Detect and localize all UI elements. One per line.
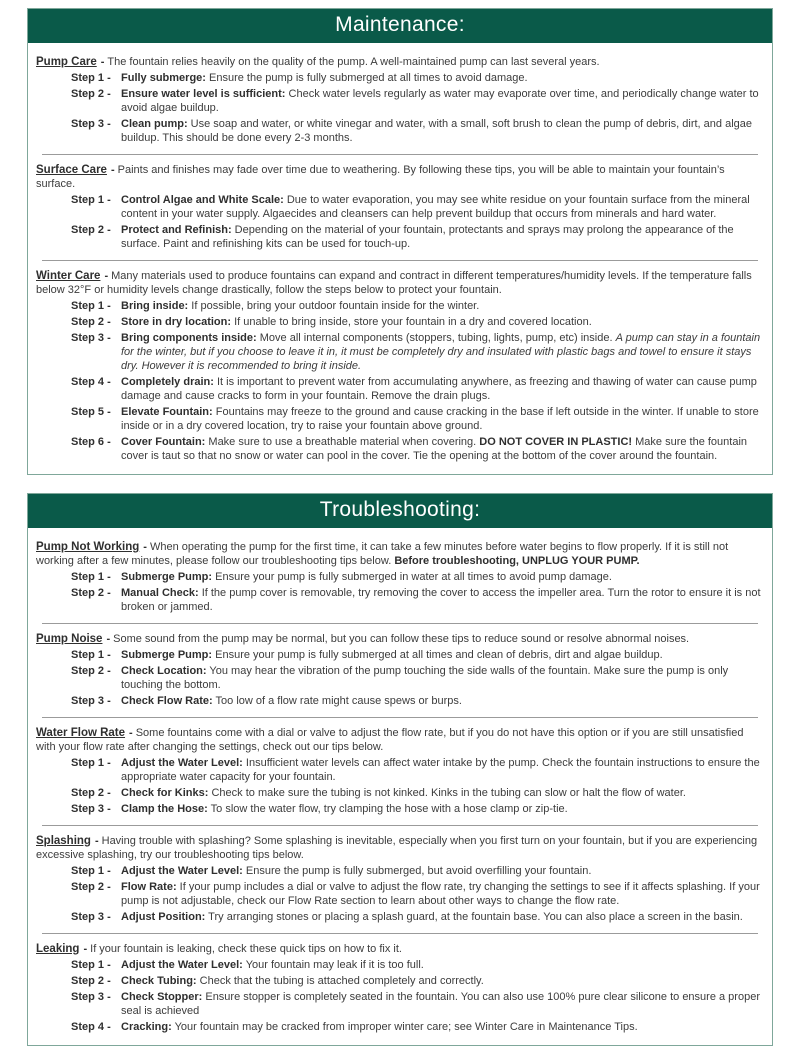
step-text: Submerge Pump:	[121, 571, 213, 583]
subsection-heading: Water Flow Rate	[36, 727, 126, 739]
subsection-surface-care	[36, 160, 764, 254]
step-text: Flow Rate:	[121, 881, 177, 893]
step-label: Step 3 -	[71, 803, 111, 815]
step-label: Step 2 -	[71, 88, 111, 100]
intro-text: When operating the pump for the first time, it can take a few minutes before water begins to flow properly. If it is still not working after a few minutes, please follow our troubleshooting tips below.	[36, 541, 729, 567]
step-row	[71, 331, 764, 373]
subsection-pump-not-working	[36, 537, 764, 617]
step-text: It is important to prevent water from accumulating anywhere, as freezing and thawing of water can cause pump damage and cause cracks to form in your fountain. Remove the drain plugs.	[121, 376, 757, 402]
step-row	[71, 864, 764, 878]
step-row	[71, 193, 764, 221]
intro-text: Many materials used to produce fountains can expand and contract in different temperatures/humidity levels. If the temperature falls below 32°F or humidity levels change drastically, follow the steps below to protect your fountain.	[36, 270, 752, 296]
intro-text: The fountain relies heavily on the quality of the pump. A well-maintained pump can last several years.	[107, 56, 600, 68]
step-text: Adjust the Water Level:	[121, 865, 243, 877]
subsection-divider	[42, 717, 758, 718]
step-label: Step 5 -	[71, 406, 111, 418]
step-text: Make sure to use a breathable material when covering.	[205, 436, 480, 448]
step-text: Move all internal components (stoppers, tubing, lights, pump, etc) inside.	[256, 332, 616, 344]
page	[0, 8, 800, 1033]
step-text: A pump can stay in a fountain for the winter, but if you choose to leave it in, it must be completely dry and insulated with plastic bags and towel to ensure it stays dry. However it is recommended to bring it inside.	[121, 332, 761, 372]
subsection-heading: Pump Noise	[36, 633, 103, 645]
step-row	[71, 405, 764, 433]
step-text: Fully submerge:	[121, 72, 206, 84]
step-text: Ensure your pump is fully submerged in water at all times to avoid pump damage.	[212, 571, 612, 583]
subsection-intro-line	[36, 163, 764, 191]
dash-separator: -	[110, 164, 115, 176]
step-label: Step 2 -	[71, 881, 111, 893]
dash-separator: -	[106, 633, 111, 645]
step-text: You may hear the vibration of the pump touching the side walls of the fountain. Make sure the pump is only touching the bottom.	[121, 665, 729, 691]
intro-text: Before troubleshooting, UNPLUG YOUR PUMP.	[394, 555, 640, 567]
dash-separator: -	[104, 270, 109, 282]
step-text: Submerge Pump:	[121, 649, 213, 661]
subsection-intro-line	[36, 834, 764, 862]
intro-text: If your fountain is leaking, check these quick tips on how to fix it.	[90, 943, 402, 955]
step-text: If unable to bring inside, store your fountain in a dry and covered location.	[231, 316, 592, 328]
step-text: Check to make sure the tubing is not kinked. Kinks in the tubing can slow or halt the flow of water.	[208, 787, 686, 799]
step-text: Your fountain may be cracked from improper winter care; see Winter Care in Maintenance Tips.	[171, 1021, 638, 1033]
step-label: Step 3 -	[71, 695, 111, 707]
step-label: Step 3 -	[71, 332, 111, 344]
step-text: DO NOT COVER IN PLASTIC!	[479, 436, 633, 448]
step-text: Insufficient water levels can affect water intake by the pump. Check the fountain instructions to ensure the appropriate water capacity for your fountain.	[121, 757, 760, 783]
step-label: Step 1 -	[71, 757, 111, 769]
step-text: Bring inside:	[121, 300, 189, 312]
step-text: To slow the water flow, try clamping the hose with a hose clamp or zip-tie.	[207, 803, 568, 815]
step-text: Ensure water level is sufficient:	[121, 88, 286, 100]
step-text: Check Location:	[121, 665, 207, 677]
intro-text: Some sound from the pump may be normal, but you can follow these tips to reduce sound or resolve abnormal noises.	[113, 633, 690, 645]
subsection-heading: Surface Care	[36, 164, 107, 176]
step-text: Adjust the Water Level:	[121, 959, 243, 971]
step-row	[71, 802, 764, 816]
step-label: Step 1 -	[71, 649, 111, 661]
section-card-troubleshooting	[27, 493, 773, 1046]
step-text: Try arranging stones or placing a splash guard, at the fountain base. You can also place a screen in the basin.	[205, 911, 743, 923]
step-row	[71, 586, 764, 614]
step-row	[71, 664, 764, 692]
intro-text: Some fountains come with a dial or valve to adjust the flow rate, but if you do not have this option or if you are still unsatisfied with your flow rate after changing the settings, check out our tips below.	[36, 727, 744, 753]
section-title: Maintenance:	[335, 13, 465, 36]
subsection-leaking	[36, 939, 764, 1037]
step-text: Bring components inside:	[121, 332, 257, 344]
step-row	[71, 87, 764, 115]
step-label: Step 2 -	[71, 587, 111, 599]
step-row	[71, 570, 764, 584]
step-row	[71, 910, 764, 924]
step-text: If the pump cover is removable, try removing the cover to access the impeller area. Turn the rotor to ensure it is not broken or jammed.	[121, 587, 761, 613]
step-row	[71, 694, 764, 708]
step-row	[71, 958, 764, 972]
dash-separator: -	[94, 835, 99, 847]
step-text: Adjust Position:	[121, 911, 206, 923]
step-label: Step 2 -	[71, 224, 111, 236]
subsection-heading: Leaking	[36, 943, 80, 955]
subsection-intro-line	[36, 540, 764, 568]
dash-separator: -	[83, 943, 88, 955]
dash-separator: -	[100, 56, 105, 68]
step-text: Make sure the fountain cover is taut so that no snow or water can pool in the cover. Tie the opening at the bottom of the cover around the fountain.	[121, 436, 748, 462]
step-row	[71, 315, 764, 329]
section-body	[28, 43, 772, 474]
step-label: Step 2 -	[71, 975, 111, 987]
subsection-intro-line	[36, 726, 764, 754]
dash-separator: -	[143, 541, 147, 553]
step-label: Step 3 -	[71, 991, 111, 1003]
step-text: Check that the tubing is attached completely and correctly.	[196, 975, 484, 987]
step-text: Control Algae and White Scale:	[121, 194, 284, 206]
step-text: Protect and Refinish:	[121, 224, 232, 236]
step-row	[71, 435, 764, 463]
subsection-heading: Pump Not Working	[36, 541, 140, 553]
step-text: Check water levels regularly as water may evaporate over time, and periodically change water to avoid algae buildup.	[121, 88, 759, 114]
step-text: Check for Kinks:	[121, 787, 209, 799]
step-label: Step 1 -	[71, 959, 111, 971]
subsection-intro-line	[36, 942, 764, 956]
subsection-divider	[42, 825, 758, 826]
step-row	[71, 71, 764, 85]
subsection-divider	[42, 260, 758, 261]
step-text: Due to water evaporation, you may see white residue on your fountain surface from the mineral content in your water supply. Algaecides and cleansers can help prevent buildup that occurs from minerals and hard water.	[121, 194, 750, 220]
subsection-heading: Splashing	[36, 835, 91, 847]
step-label: Step 2 -	[71, 665, 111, 677]
step-label: Step 4 -	[71, 376, 111, 388]
subsection-water-flow-rate	[36, 723, 764, 819]
step-label: Step 3 -	[71, 118, 111, 130]
subsection-divider	[42, 154, 758, 155]
step-text: Adjust the Water Level:	[121, 757, 243, 769]
step-text: Clamp the Hose:	[121, 803, 208, 815]
subsection-intro-line	[36, 632, 764, 646]
section-body	[28, 528, 772, 1045]
step-row	[71, 974, 764, 988]
document	[0, 8, 800, 1046]
step-label: Step 1 -	[71, 865, 111, 877]
step-text: Store in dry location:	[121, 316, 232, 328]
step-text: Elevate Fountain:	[121, 406, 213, 418]
step-row	[71, 648, 764, 662]
step-row	[71, 786, 764, 800]
step-text: Check Flow Rate:	[121, 695, 213, 707]
step-text: Ensure your pump is fully submerged at all times and clean of debris, dirt and algae buildup.	[212, 649, 663, 661]
step-text: Too low of a flow rate might cause spews or burps.	[212, 695, 462, 707]
step-row	[71, 880, 764, 908]
subsection-divider	[42, 933, 758, 934]
step-row	[71, 299, 764, 313]
subsection-pump-noise	[36, 629, 764, 711]
step-text: If your pump includes a dial or valve to adjust the flow rate, try changing the settings to see if it affects splashing. If your pump is not adjustable, check our Flow Rate section to learn about other ways to change the flow rate.	[121, 881, 760, 907]
step-row	[71, 756, 764, 784]
step-row	[71, 990, 764, 1018]
subsection-heading: Pump Care	[36, 56, 97, 68]
step-row	[71, 375, 764, 403]
step-text: If possible, bring your outdoor fountain inside for the winter.	[188, 300, 480, 312]
step-label: Step 4 -	[71, 1021, 111, 1033]
section-header	[28, 494, 772, 528]
subsection-intro-line	[36, 269, 764, 297]
subsection-winter-care	[36, 266, 764, 466]
step-label: Step 1 -	[71, 300, 111, 312]
dash-separator: -	[129, 727, 133, 739]
step-label: Step 2 -	[71, 316, 111, 328]
step-label: Step 3 -	[71, 911, 111, 923]
step-text: Fountains may freeze to the ground and cause cracking in the base if left outside in the winter. If unable to store inside or in a dry covered location, try to raise your fountain above ground.	[121, 406, 759, 432]
subsection-intro-line	[36, 55, 764, 69]
step-text: Use soap and water, or white vinegar and water, with a small, soft brush to clean the pump of debris, dirt, and algae buildup. This should be done every 2-3 months.	[121, 118, 752, 144]
intro-text: Paints and finishes may fade over time due to weathering. By following these tips, you will be able to maintain your fountain’s surface.	[36, 164, 725, 190]
section-title: Troubleshooting:	[319, 498, 481, 521]
section-header	[28, 9, 772, 43]
step-text: Check Tubing:	[121, 975, 197, 987]
subsection-splashing	[36, 831, 764, 927]
step-row	[71, 223, 764, 251]
step-text: Ensure the pump is fully submerged, but avoid overfilling your fountain.	[242, 865, 592, 877]
step-label: Step 1 -	[71, 72, 111, 84]
step-text: Cover Fountain:	[121, 436, 206, 448]
step-text: Your fountain may leak if it is too full.	[242, 959, 424, 971]
step-text: Clean pump:	[121, 118, 188, 130]
step-text: Cracking:	[121, 1021, 172, 1033]
step-text: Completely drain:	[121, 376, 214, 388]
step-label: Step 1 -	[71, 194, 111, 206]
step-label: Step 6 -	[71, 436, 111, 448]
step-text: Depending on the material of your fountain, protectants and sprays may prolong the appearance of the surface. Paint and refinishing kits can be used for touch-up.	[121, 224, 734, 250]
step-row	[71, 1020, 764, 1034]
subsection-heading: Winter Care	[36, 270, 101, 282]
step-label: Step 2 -	[71, 787, 111, 799]
step-text: Ensure the pump is fully submerged at all times to avoid damage.	[205, 72, 528, 84]
step-text: Ensure stopper is completely seated in the fountain. You can also use 100% pure clear silicone to ensure a proper seal is achieved	[121, 991, 760, 1017]
subsection-pump-care	[36, 52, 764, 148]
intro-text: Having trouble with splashing? Some splashing is inevitable, especially when you first turn on your fountain, but if you are experiencing excessive splashing, try our troubleshooting tips below.	[36, 835, 758, 861]
section-card-maintenance	[27, 8, 773, 475]
step-text: Check Stopper:	[121, 991, 203, 1003]
step-row	[71, 117, 764, 145]
subsection-divider	[42, 623, 758, 624]
step-text: Manual Check:	[121, 587, 199, 599]
step-label: Step 1 -	[71, 571, 111, 583]
